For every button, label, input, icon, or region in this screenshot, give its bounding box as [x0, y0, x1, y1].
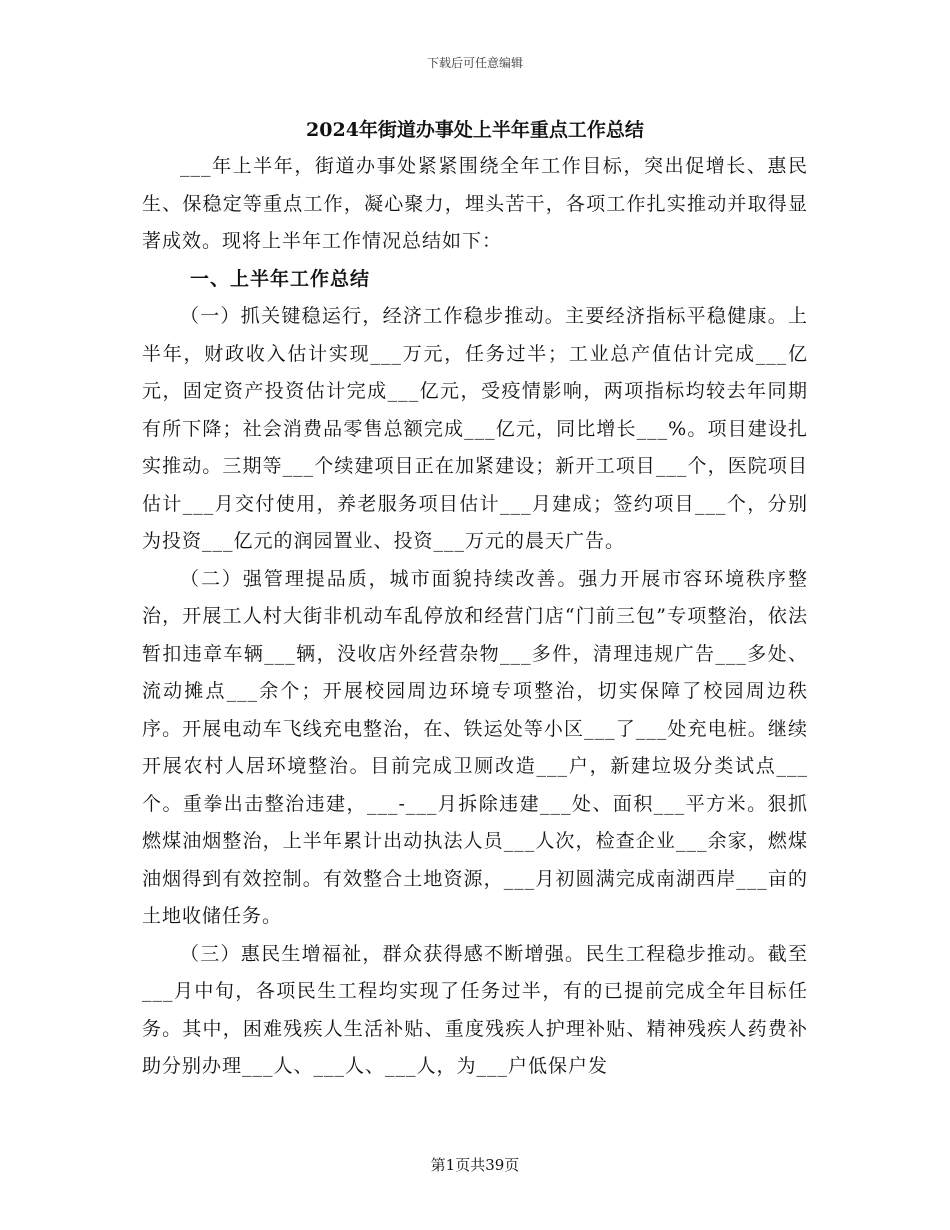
document-title: 2024年街道办事处上半年重点工作总结: [306, 119, 644, 141]
intro-paragraph: ___年上半年，街道办事处紧紧围绕全年工作目标，突出促增长、惠民生、保稳定等重点工作，凝心聚力，埋头苦干，各项工作扎实推动并取得显著成效。现将上半年工作情况总结如下：: [142, 155, 808, 252]
header-note: 下载后可任意编辑: [426, 56, 523, 70]
paragraph-livelihood: （三）惠民生增福祉，群众获得感不断增强。民生工程稳步推动。截至___月中旬，各项民生工程均实现了任务过半，有的已提前完成全年目标任务。其中，困难残疾人生活补贴、重度残疾人护理补贴、精神残疾人药费补助分别办理___人、___人、___人，为___户低保户发: [142, 942, 808, 1077]
document-body: [142, 112, 808, 1086]
paragraph-economy: （一）抓关键稳运行，经济工作稳步推动。主要经济指标平稳健康。上半年，财政收入估计实现___万元，任务过半；工业总产值估计完成___亿元，固定资产投资估计完成___亿元，受疫情影响，两项指标均较去年同期有所下降；社会消费品零售总额完成___亿元，同比增长___%。项目建设扎实推动。三期等___个续建项目正在加紧建设；新开工项目___个，医院项目估计___月交付使用，养老服务项目估计___月建成；签约项目___个，分别为投资___亿元的润园置业、投资___万元的晨天广告。: [142, 305, 808, 552]
page-footer: 第1页共39页: [430, 1156, 520, 1174]
paragraph-city-management: （二）强管理提品质，城市面貌持续改善。强力开展市容环境秩序整治，开展工人村大街非机动车乱停放和经营门店“门前三包”专项整治，依法暂扣违章车辆___辆，没收店外经营杂物___多件，清理违规广告___多处、流动摊点___余个；开展校园周边环境专项整治，切实保障了校园周边秩序。开展电动车飞线充电整治，在、铁运处等小区___了___处充电桩。继续开展农村人居环境整治。目前完成卫厕改造___户，新建垃圾分类试点___个。重拳出击整治违建，___-___月拆除违建___处、面积___平方米。狠抓燃煤油烟整治，上半年累计出动执法人员___人次，检查企业___余家，燃煤油烟得到有效控制。有效整合土地资源，___月初圆满完成南湖西岸___亩的土地收储任务。: [142, 567, 808, 927]
section-heading: 一、上半年工作总结: [190, 267, 371, 290]
